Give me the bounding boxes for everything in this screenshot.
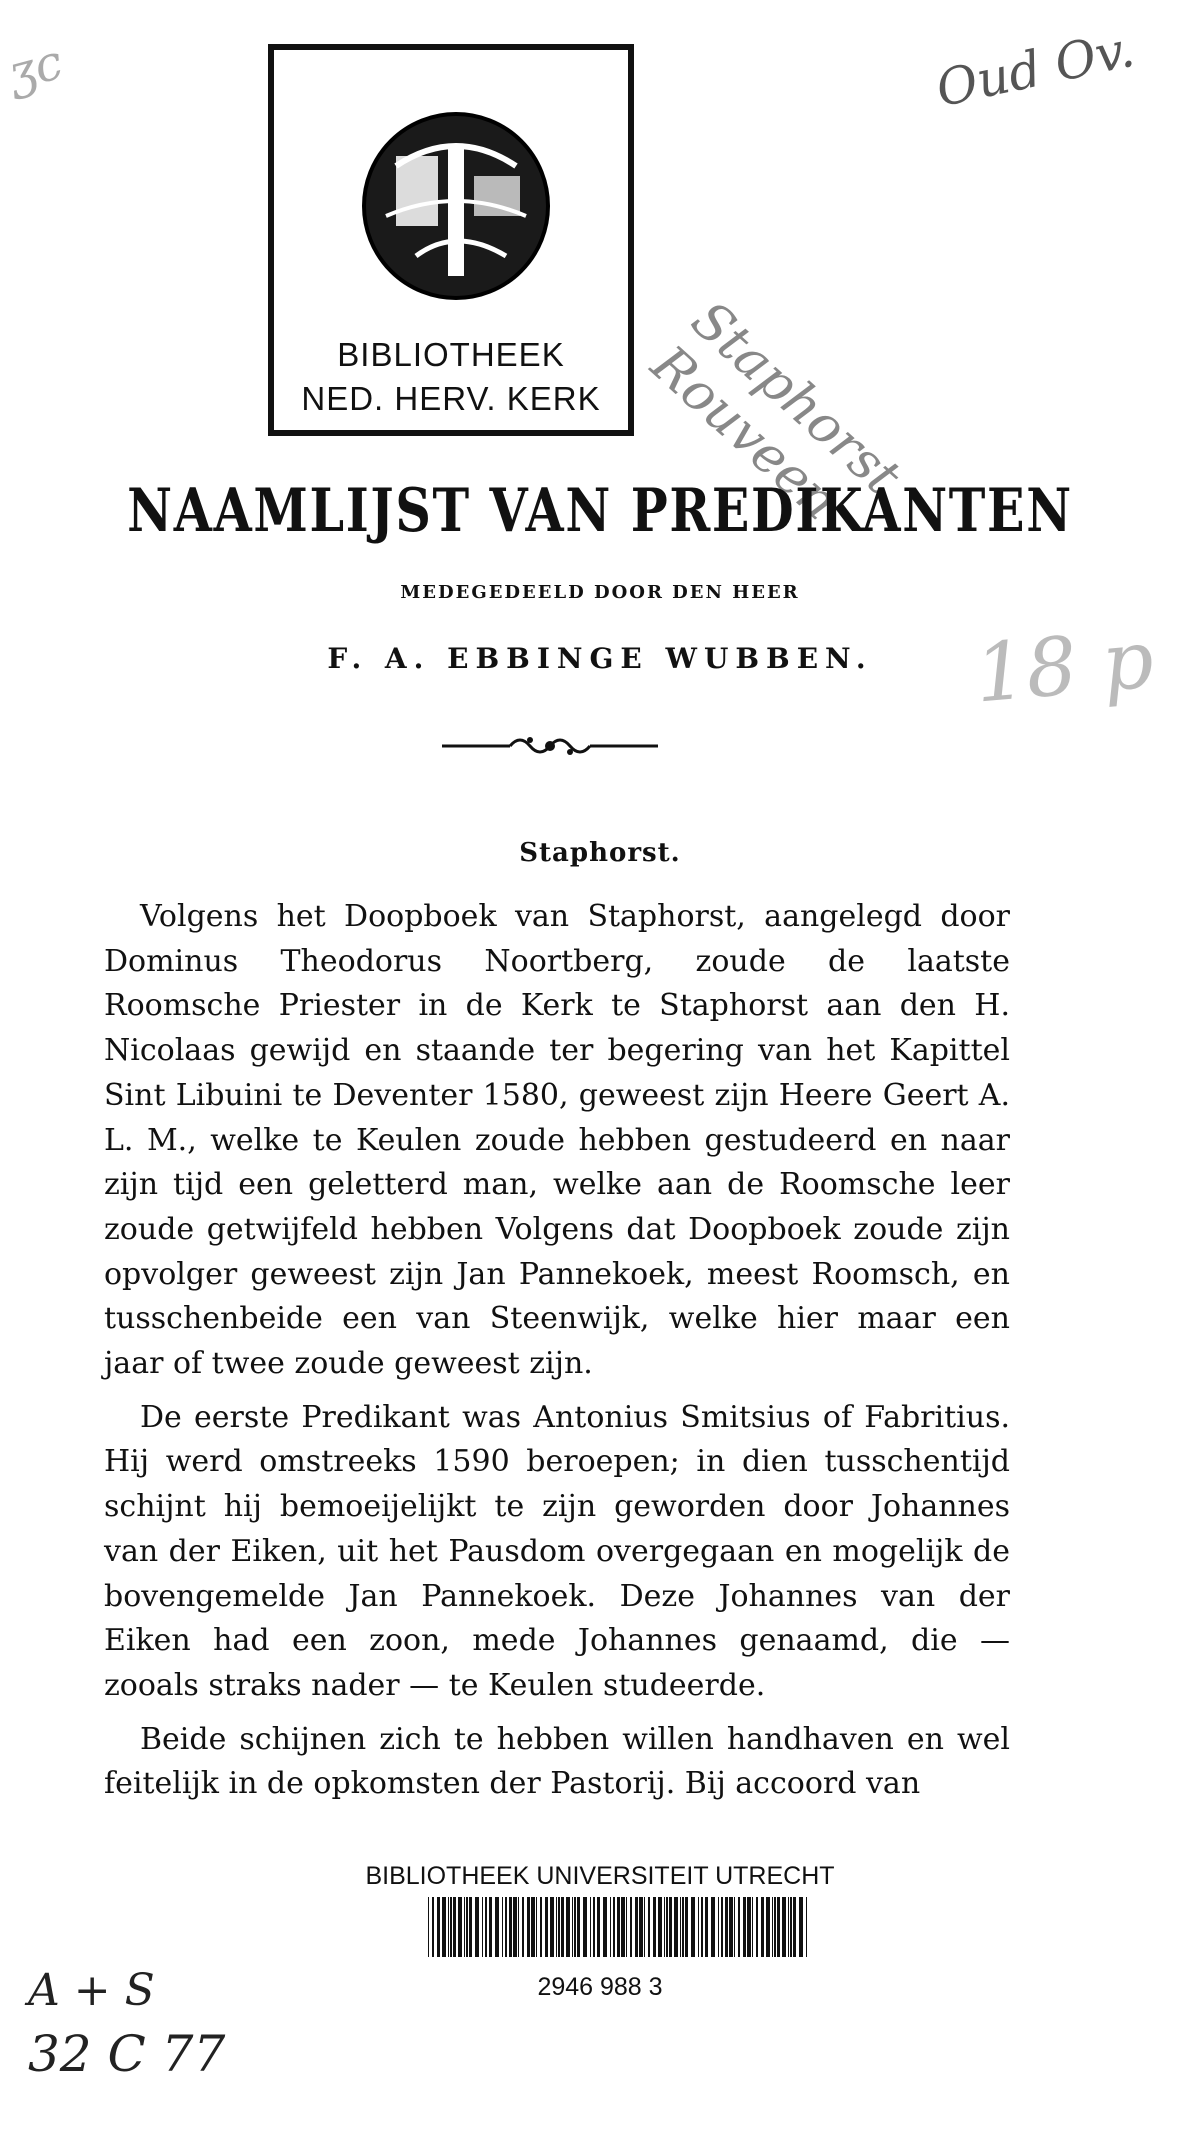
stamp-text-line-2: NED. HERV. KERK — [301, 380, 601, 417]
author-name: F. A. EBBINGE WUBBEN. — [327, 642, 873, 675]
paragraph-2: De eerste Predikant was Antonius Smitsius of Fabritius. Hij werd omstreeks 1590 beroepen; in dien tusschentijd schijnt hij bemoeijelijkt te zijn geworden door Johannes van der Eiken, uit het Pausdom overgegaan en mogelijk de bovengemelde Jan Pannekoek. Deze Johannes van der Eiken had een zoon, mede Johannes genaamd, die — zooals straks nader — te Keulen studeerde. — [104, 1399, 1010, 1703]
handwritten-call-number-line-1: A + S — [28, 1965, 155, 2016]
seal-emblem-icon — [356, 106, 556, 306]
library-stamp — [268, 44, 634, 436]
document-subtitle: MEDEGEDEELD DOOR DEN HEER — [400, 582, 800, 603]
barcode-icon — [428, 1897, 812, 1957]
body-text — [104, 895, 1010, 1816]
handwritten-call-number-line-2: 32 C 77 — [28, 2025, 226, 2083]
handwritten-note-top-right: Oud Ov. — [931, 19, 1140, 119]
section-heading: Staphorst. — [519, 838, 681, 868]
document-title: NAAMLIJST VAN PREDIKANTEN — [127, 476, 1073, 546]
library-name: BIBLIOTHEEK UNIVERSITEIT UTRECHT — [365, 1862, 835, 1890]
stamp-text-line-1: BIBLIOTHEEK — [337, 336, 565, 373]
paragraph-1: Volgens het Doopboek van Staphorst, aangelegd door Dominus Theodorus Noortberg, zoude de laatste Roomsche Priester in de Kerk te Staphorst aan den H. Nicolaas gewijd en staande ter begering van het Kapittel Sint Libuini te Deventer 1580, geweest zijn Heere Geert A. L. M., welke te Keulen zoude hebben gestudeerd en naar zijn tijd een geletterd man, welke aan de Roomsche leer zoude getwijfeld hebben Volgens dat Doopboek zoude zijn opvolger geweest zijn Jan Pannekoek, meest Roomsch, en tusschenbeide een van Steenwijk, welke hier maar een jaar of twee zoude geweest zijn. — [104, 899, 1010, 1382]
barcode-number: 2946 988 3 — [537, 1973, 663, 2001]
pencil-page-count: 18 p — [971, 612, 1158, 721]
handwritten-note-diagonal: Staphorst Rouveen — [639, 290, 912, 532]
ornament-divider-icon — [440, 728, 660, 764]
pencil-mark-top-left: ʒc — [1, 33, 69, 103]
paragraph-3: Beide schijnen zich te hebben willen handhaven en wel feitelijk in de opkomsten der Pastorij. Bij accoord van — [104, 1721, 1010, 1802]
